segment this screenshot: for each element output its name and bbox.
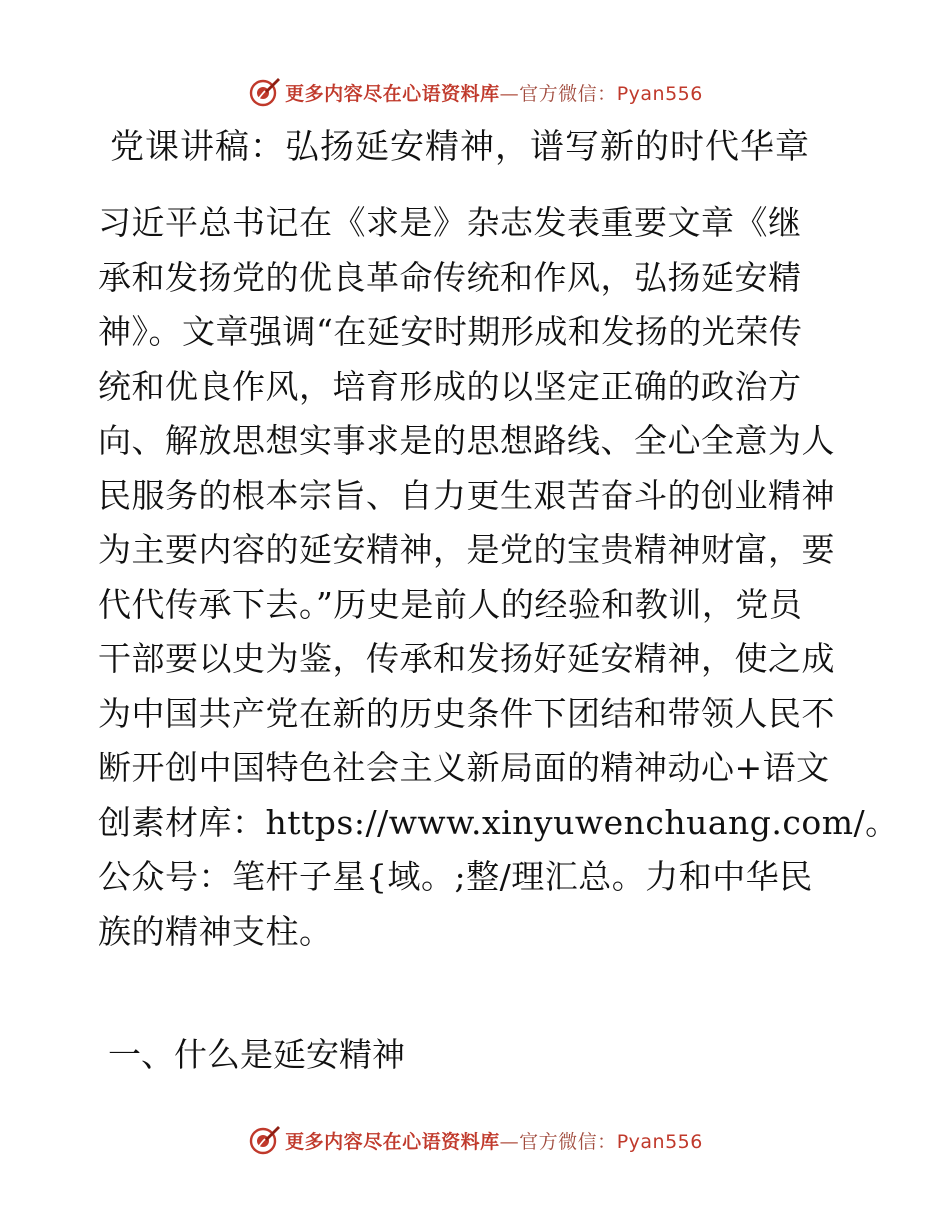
body-line: 承和发扬党的优良革命传统和作风，弘扬延安精	[98, 257, 802, 297]
watermark-wechat-label: 官方微信：	[519, 1130, 617, 1153]
watermark-wechat-id: Pyan556	[616, 1130, 703, 1153]
body-line: 习近平总书记在《求是》杂志发表重要文章《继	[98, 203, 802, 242]
body-line: 民服务的根本宗旨、自力更生艰苦奋斗的创业精神	[98, 475, 835, 515]
footer-watermark	[0, 1120, 950, 1160]
body-line: 公众号：笔杆子星{域。;整/理汇总。力和中华民	[98, 857, 813, 896]
watermark-wechat-label: 官方微信：	[519, 82, 617, 105]
watermark-text	[285, 79, 703, 106]
header-watermark	[0, 72, 950, 112]
watermark-dash: —	[499, 82, 520, 105]
body-line: 为主要内容的延安精神，是党的宝贵精神财富，要	[98, 530, 835, 569]
watermark-text	[285, 1127, 703, 1154]
body-line: 神》。文章强调“在延安时期形成和发扬的光荣传	[98, 312, 803, 351]
body-line: 干部要以史为鉴，传承和发扬好延安精神，使之成	[98, 639, 835, 678]
watermark-site-name: 更多内容尽在心语资料库	[285, 1130, 500, 1153]
watermark-dash: —	[499, 1130, 520, 1153]
body-line: 代代传承下去。”历史是前人的经验和教训，党员	[98, 584, 803, 624]
body-line: 断开创中国特色社会主义新局面的精神动心+语文	[98, 748, 830, 787]
document-title: 党课讲稿：弘扬延安精神，谱写新的时代华章	[110, 127, 810, 167]
body-paragraph	[98, 196, 899, 959]
body-line: 统和优良作风，培育形成的以坚定正确的政治方	[98, 366, 802, 406]
body-line: 向、解放思想实事求是的思想路线、全心全意为人	[98, 421, 835, 460]
body-line: 族的精神支柱。	[98, 911, 333, 951]
body-line-url: 创素材库：https://www.xinyuwenchuang.com/。	[98, 802, 899, 842]
section-heading: 一、什么是延安精神	[108, 1035, 405, 1074]
watermark-wechat-id: Pyan556	[616, 82, 703, 105]
body-line: 为中国共产党在新的历史条件下团结和带领人民不	[98, 693, 835, 733]
watermark-site-name: 更多内容尽在心语资料库	[285, 82, 500, 105]
quill-pen-icon	[247, 75, 281, 109]
quill-pen-icon	[247, 1123, 281, 1157]
